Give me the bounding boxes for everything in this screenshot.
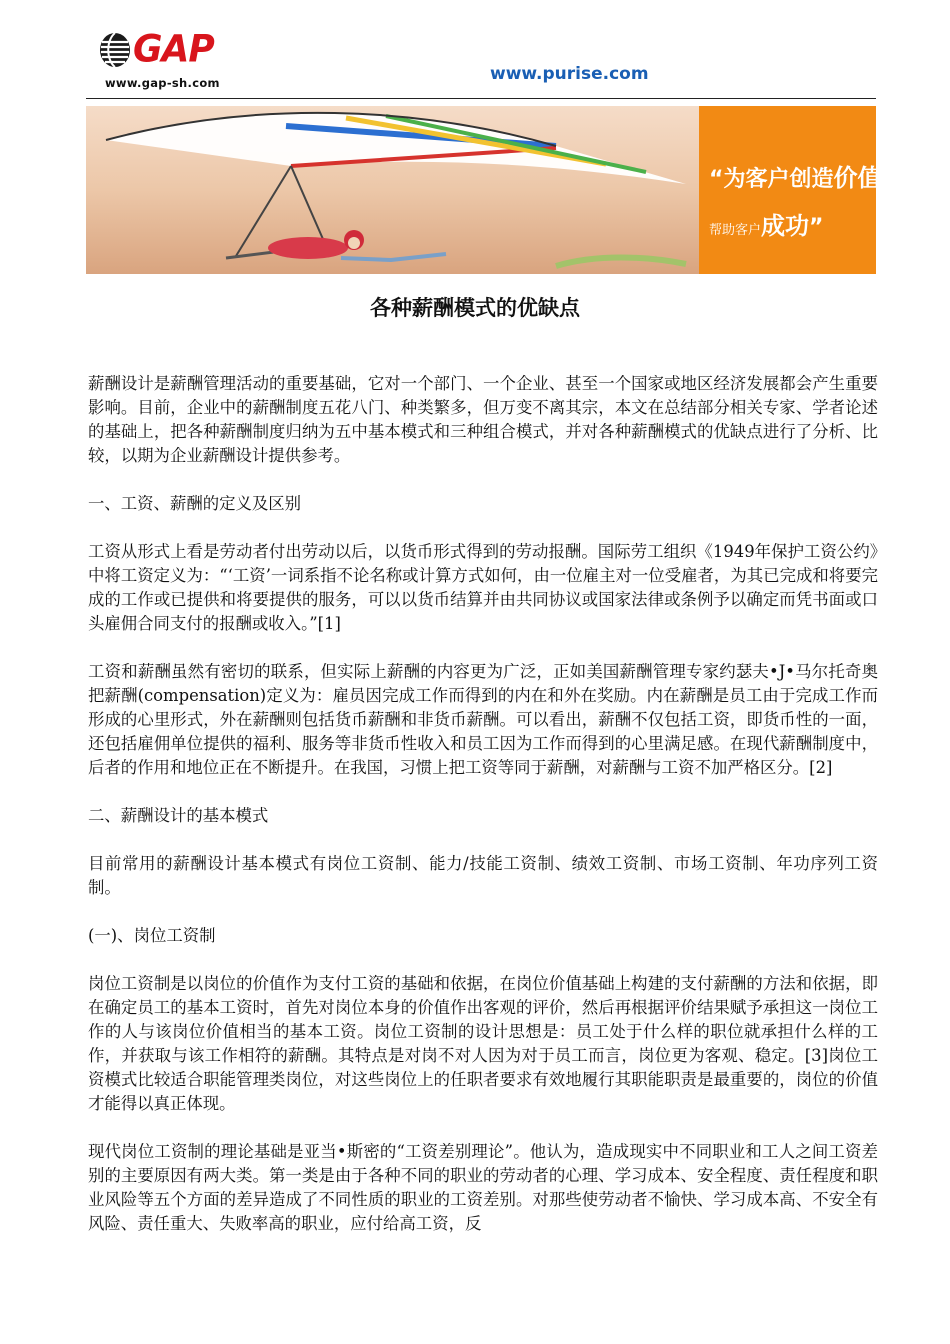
section-heading: (一)、岗位工资制 — [88, 926, 216, 945]
logo-url-text: www.gap-sh.com — [105, 76, 220, 90]
slogan-emphasis: 价值 — [833, 164, 882, 192]
hang-glider-photo — [86, 106, 699, 274]
slogan-line-1 — [709, 158, 894, 193]
paragraph: 现代岗位工资制的理论基础是亚当•斯密的“工资差别理论”。他认为，造成现实中不同职业和工人之间工资差别的主要原因有两大类。第一类是由于各种不同的职业的劳动者的心理、学习成本、安全程度、责任程度和职业风险等五个方面的差异造成了不同性质的职业的工资差别。对那些使劳动者不愉快、学习成本高、不安全有风险、责任重大、失败率高的职业，应付给高工资，反 — [88, 1142, 878, 1233]
slogan-text: 帮助客户 — [709, 223, 762, 238]
section-heading: 一、工资、薪酬的定义及区别 — [88, 494, 302, 513]
paragraph: 工资和薪酬虽然有密切的联系，但实际上薪酬的内容更为广泛，正如美国薪酬管理专家约瑟夫•J•马尔托奇奥把薪酬(compensation)定义为：雇员因完成工作而得到的内在和外在奖励。内在薪酬是员工由于完成工作而形成的心里形式，外在薪酬则包括货币薪酬和非货币薪酬。可以看出，薪酬不仅包括工资，即货币性的一面，还包括雇佣单位提供的福利、服务等非货币性收入和员工因为工作而得到的心里满足感。在现代薪酬制度中，后者的作用和地位正在不断提升。在我国，习惯上把工资等同于薪酬，对薪酬与工资不加严格区分。[2] — [88, 662, 878, 777]
slogan-panel — [699, 106, 895, 274]
slogan-text: ” — [809, 215, 824, 240]
slogan-line-2 — [709, 206, 823, 241]
paragraph: 工资从形式上看是劳动者付出劳动以后，以货币形式得到的劳动报酬。国际劳工组织《1949年保护工资公约》中将工资定义为：“‘工资’一词系指不论名称或计算方式如何，由一位雇主对一位受雇者，为其已完成和将要完成的工作或已提供和将要提供的服务，可以以货币结算并由共同协议或国家法律或条例予以确定而凭书面或口头雇佣合同支付的报酬或收入。”[1] — [88, 542, 878, 633]
paragraph: 目前常用的薪酬设计基本模式有岗位工资制、能力/技能工资制、绩效工资制、市场工资制、年功序列工资制。 — [88, 854, 878, 897]
site-link[interactable]: www.purise.com — [490, 64, 649, 84]
header-banner — [86, 106, 895, 274]
document-body — [88, 372, 878, 1260]
slogan-text: “为客户创造 — [709, 167, 834, 192]
document-title: 各种薪酬模式的优缺点 — [370, 296, 580, 320]
gap-logo — [99, 27, 259, 92]
logo-text: GAP — [133, 27, 214, 71]
slogan-text: ， — [881, 175, 895, 190]
paragraph: 岗位工资制是以岗位的价值作为支付工资的基础和依据，在岗位价值基础上构建的支付薪酬的方法和依据，即在确定员工的基本工资时，首先对岗位本身的价值作出客观的评价，然后再根据评价结果赋予承担这一岗位工作的人与该岗位价值相当的基本工资。岗位工资制的设计思想是：员工处于什么样的职位就承担什么样的工作，并获取与该工作相符的薪酬。其特点是对岗不对人因为对于员工而言，岗位更为客观、稳定。[3]岗位工资模式比较适合职能管理类岗位，对这些岗位上的任职者要求有效地履行其职能职责是最重要的，岗位的价值才能得以真正体现。 — [88, 974, 878, 1113]
slogan-emphasis: 成功 — [761, 212, 810, 240]
globe-logo-icon — [99, 32, 131, 68]
section-heading: 二、薪酬设计的基本模式 — [88, 806, 269, 825]
header-divider — [86, 98, 876, 99]
paragraph: 薪酬设计是薪酬管理活动的重要基础，它对一个部门、一个企业、甚至一个国家或地区经济发展都会产生重要影响。目前，企业中的薪酬制度五花八门、种类繁多，但万变不离其宗，本文在总结部分相关专家、学者论述的基础上，把各种薪酬制度归纳为五中基本模式和三种组合模式，并对各种薪酬模式的优缺点进行了分析、比较，以期为企业薪酬设计提供参考。 — [88, 374, 878, 465]
